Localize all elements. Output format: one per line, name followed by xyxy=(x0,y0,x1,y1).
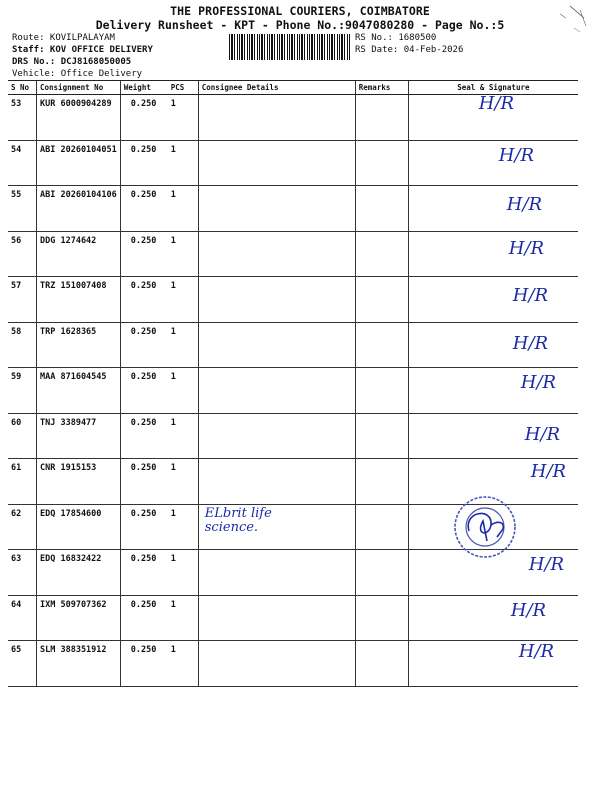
row-consignment-no: CNR 1915153 xyxy=(37,459,121,505)
row-signature xyxy=(408,504,578,550)
row-consignee xyxy=(198,322,355,368)
handwritten-signature: H/R xyxy=(518,641,555,662)
row-consignee xyxy=(198,231,355,277)
col-remarks: Remarks xyxy=(355,81,408,95)
table-row xyxy=(8,95,578,141)
handwritten-signature: H/R xyxy=(520,372,557,393)
row-weight: 0.250 xyxy=(120,504,168,550)
header-right-block xyxy=(355,32,555,56)
row-sno: 54 xyxy=(8,140,37,186)
table-row xyxy=(8,641,578,687)
table-row xyxy=(8,368,578,414)
row-consignee xyxy=(198,368,355,414)
row-pcs: 1 xyxy=(168,140,199,186)
row-signature xyxy=(408,277,578,323)
handwritten-signature: H/R xyxy=(512,332,549,354)
handwritten-signature: H/R xyxy=(498,144,535,166)
row-signature xyxy=(408,186,578,232)
row-pcs: 1 xyxy=(168,322,199,368)
row-sno: 62 xyxy=(8,504,37,550)
table-row xyxy=(8,140,578,186)
row-consignee xyxy=(198,140,355,186)
table-row xyxy=(8,413,578,459)
row-consignee xyxy=(198,595,355,641)
company-title: THE PROFESSIONAL COURIERS, COIMBATORE xyxy=(170,4,430,18)
col-consignee: Consignee Details xyxy=(198,81,355,95)
row-remarks xyxy=(355,322,408,368)
row-consignment-no: ABI 20260104106 xyxy=(37,186,121,232)
table-row xyxy=(8,504,578,550)
row-remarks xyxy=(355,504,408,550)
row-sno: 64 xyxy=(8,595,37,641)
row-sno: 55 xyxy=(8,186,37,232)
table-row xyxy=(8,595,578,641)
row-weight: 0.250 xyxy=(120,413,168,459)
row-sno: 59 xyxy=(8,368,37,414)
row-consignee xyxy=(198,459,355,505)
row-signature xyxy=(408,231,578,277)
table-row xyxy=(8,231,578,277)
col-consignment: Consignment No xyxy=(37,81,121,95)
route-text: Route: KOVILPALAYAM xyxy=(12,33,115,43)
drs-number: DRS No.: DCJ8168050005 xyxy=(12,57,132,67)
row-consignee xyxy=(198,550,355,596)
row-remarks xyxy=(355,368,408,414)
handwritten-signature: H/R xyxy=(478,93,515,114)
row-consignee xyxy=(198,277,355,323)
row-remarks xyxy=(355,595,408,641)
row-weight: 0.250 xyxy=(120,459,168,505)
row-sno: 56 xyxy=(8,231,37,277)
row-pcs: 1 xyxy=(168,186,199,232)
row-consignment-no: TNJ 3389477 xyxy=(37,413,121,459)
row-pcs: 1 xyxy=(168,504,199,550)
row-weight: 0.250 xyxy=(120,368,168,414)
table-row xyxy=(8,550,578,596)
row-remarks xyxy=(355,95,408,141)
handwritten-signature: H/R xyxy=(506,194,543,215)
col-seal-signature: Seal & Signature xyxy=(408,81,578,95)
row-remarks xyxy=(355,231,408,277)
row-sno: 60 xyxy=(8,413,37,459)
row-weight: 0.250 xyxy=(120,95,168,141)
row-pcs: 1 xyxy=(168,277,199,323)
row-consignment-no: TRZ 151007408 xyxy=(37,277,121,323)
row-remarks xyxy=(355,459,408,505)
row-consignment-no: ABI 20260104051 xyxy=(37,140,121,186)
row-consignee xyxy=(198,413,355,459)
runsheet-table xyxy=(8,80,578,687)
row-remarks xyxy=(355,641,408,687)
row-consignment-no: IXM 509707362 xyxy=(37,595,121,641)
handwritten-consignee-note: ELbrit life science. xyxy=(204,505,272,535)
table-row xyxy=(8,322,578,368)
header-left-block xyxy=(12,32,222,80)
row-consignment-no: EDQ 16832422 xyxy=(37,550,121,596)
row-sno: 53 xyxy=(8,95,37,141)
row-pcs: 1 xyxy=(168,413,199,459)
row-consignment-no: SLM 388351912 xyxy=(37,641,121,687)
rs-date: RS Date: 04-Feb-2026 xyxy=(355,45,464,55)
row-signature xyxy=(408,550,578,596)
row-weight: 0.250 xyxy=(120,550,168,596)
barcode-image xyxy=(229,34,351,60)
row-pcs: 1 xyxy=(168,368,199,414)
row-consignee xyxy=(198,504,355,550)
row-signature xyxy=(408,140,578,186)
row-remarks xyxy=(355,277,408,323)
row-weight: 0.250 xyxy=(120,186,168,232)
row-weight: 0.250 xyxy=(120,641,168,687)
row-consignee xyxy=(198,186,355,232)
handwritten-signature: H/R xyxy=(524,423,561,445)
row-signature xyxy=(408,368,578,414)
staff-text: Staff: KOV OFFICE DELIVERY xyxy=(12,45,153,55)
col-sno: S No xyxy=(8,81,37,95)
row-signature xyxy=(408,641,578,687)
row-sno: 65 xyxy=(8,641,37,687)
row-sno: 61 xyxy=(8,459,37,505)
row-signature xyxy=(408,413,578,459)
row-remarks xyxy=(355,186,408,232)
col-pcs: PCS xyxy=(168,81,199,95)
row-pcs: 1 xyxy=(168,595,199,641)
handwritten-signature: H/R xyxy=(510,599,547,621)
col-weight: Weight xyxy=(120,81,168,95)
row-consignment-no: KUR 6000904289 xyxy=(37,95,121,141)
row-weight: 0.250 xyxy=(120,140,168,186)
row-consignment-no: DDG 1274642 xyxy=(37,231,121,277)
row-consignee xyxy=(198,95,355,141)
row-sno: 63 xyxy=(8,550,37,596)
row-weight: 0.250 xyxy=(120,322,168,368)
row-pcs: 1 xyxy=(168,231,199,277)
row-pcs: 1 xyxy=(168,459,199,505)
handwritten-signature: H/R xyxy=(530,461,567,482)
vehicle-text: Vehicle: Office Delivery xyxy=(12,69,143,79)
table-row xyxy=(8,186,578,232)
row-weight: 0.250 xyxy=(120,595,168,641)
row-consignment-no: TRP 1628365 xyxy=(37,322,121,368)
handwritten-signature: H/R xyxy=(512,285,549,306)
row-pcs: 1 xyxy=(168,95,199,141)
row-consignee xyxy=(198,641,355,687)
handwritten-signature: H/R xyxy=(508,237,545,259)
row-pcs: 1 xyxy=(168,641,199,687)
row-pcs: 1 xyxy=(168,550,199,596)
runsheet-subtitle: Delivery Runsheet - KPT - Phone No.:9047080280 - Page No.:5 xyxy=(95,18,505,32)
row-consignment-no: EDQ 17854600 xyxy=(37,504,121,550)
row-remarks xyxy=(355,413,408,459)
row-signature xyxy=(408,322,578,368)
row-remarks xyxy=(355,550,408,596)
row-weight: 0.250 xyxy=(120,277,168,323)
row-consignment-no: MAA 871604545 xyxy=(37,368,121,414)
row-sno: 58 xyxy=(8,322,37,368)
row-sno: 57 xyxy=(8,277,37,323)
row-signature xyxy=(408,95,578,141)
rs-number: RS No.: 1680500 xyxy=(355,33,437,43)
table-row xyxy=(8,277,578,323)
row-weight: 0.250 xyxy=(120,231,168,277)
row-remarks xyxy=(355,140,408,186)
row-signature xyxy=(408,595,578,641)
handwritten-signature: H/R xyxy=(528,554,565,575)
